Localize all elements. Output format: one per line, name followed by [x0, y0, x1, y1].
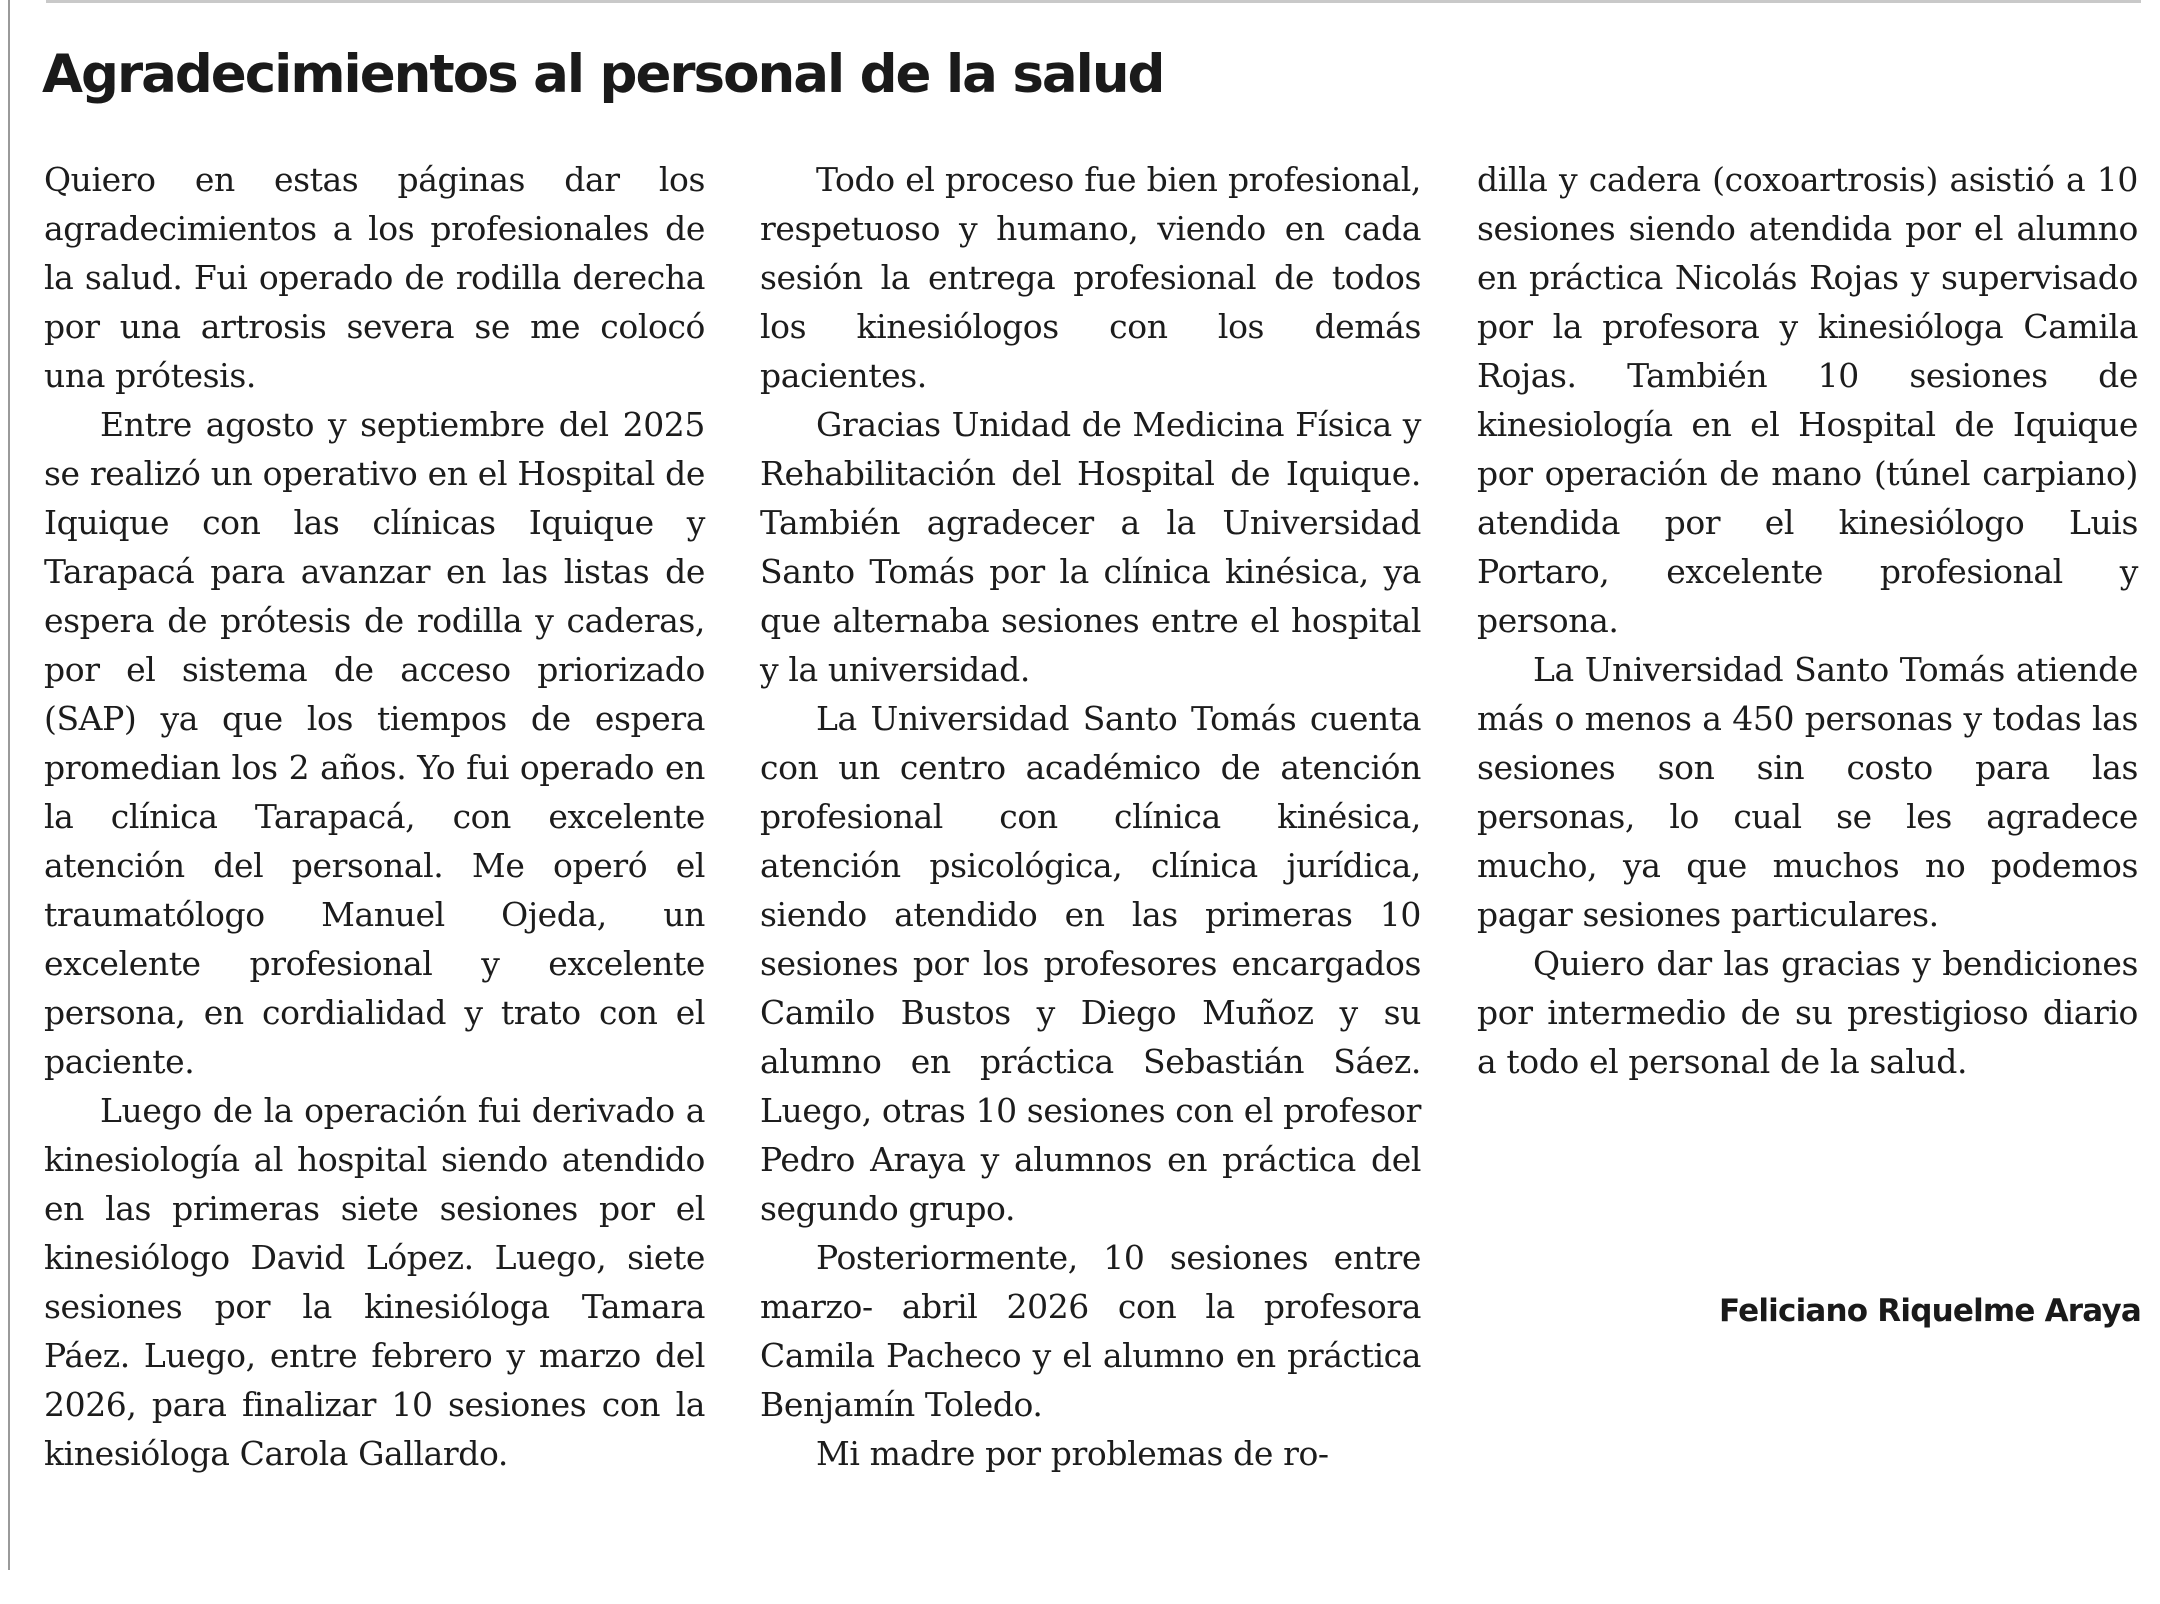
- article-paragraph: Todo el proceso fue bien profesional, respetuoso y humano, viendo en cada sesión la entrega profesional de todos los kinesiólogos con los demás pacientes.: [760, 160, 1421, 395]
- article-column-1: [44, 155, 705, 1478]
- column-divider-rule: [8, 0, 10, 1570]
- article-paragraph: Posteriormente, 10 sesiones entre marzo- abril 2026 con la profesora Camila Pacheco y el alumno en práctica Benjamín Toledo.: [760, 1238, 1421, 1424]
- author-signature: Feliciano Riquelme Araya: [1719, 1293, 2141, 1329]
- article-paragraph: Quiero en estas páginas dar los agradecimientos a los profesionales de la salud. Fui operado de rodilla derecha por una artrosis severa se me colocó una prótesis.: [44, 160, 705, 395]
- article-paragraph: La Universidad Santo Tomás cuenta con un centro académico de atención profesional con clínica kinésica, atención psicológica, clínica jurídica, siendo atendido en las primeras 10 sesiones por los profesores encargados Camilo Bustos y Diego Muñoz y su alumno en práctica Sebastián Sáez. Luego, otras 10 sesiones con el profesor Pedro Araya y alumnos en práctica del segundo grupo.: [760, 699, 1421, 1228]
- top-rule: [46, 0, 2141, 3]
- article-paragraph: Entre agosto y septiembre del 2025 se realizó un operativo en el Hospital de Iquique con las clínicas Iquique y Tarapacá para avanzar en las listas de espera de prótesis de rodilla y caderas, por el sistema de acceso priorizado (SAP) ya que los tiempos de espera promedian los 2 años. Yo fui operado en la clínica Tarapacá, con excelente atención del personal. Me operó el traumatólogo Manuel Ojeda, un excelente profesional y excelente persona, en cordialidad y trato con el paciente.: [44, 405, 705, 1081]
- article-paragraph: La Universidad Santo Tomás atiende más o menos a 450 personas y todas las sesiones son sin costo para las personas, lo cual se les agradece mucho, ya que muchos no podemos pagar sesiones particulares.: [1477, 650, 2138, 934]
- article-paragraph: Quiero dar las gracias y bendiciones por intermedio de su prestigioso diario a todo el personal de la salud.: [1477, 944, 2138, 1081]
- article-column-2: [760, 155, 1421, 1478]
- article-column-3: [1477, 155, 2138, 1086]
- article-paragraph: dilla y cadera (coxoartrosis) asistió a 10 sesiones siendo atendida por el alumno en práctica Nicolás Rojas y supervisado por la profesora y kinesióloga Camila Rojas. También 10 sesiones de kinesiología en el Hospital de Iquique por operación de mano (túnel carpiano) atendida por el kinesiólogo Luis Portaro, excelente profesional y persona.: [1477, 160, 2138, 640]
- article-paragraph: Gracias Unidad de Medicina Física y Rehabilitación del Hospital de Iquique. También agradecer a la Universidad Santo Tomás por la clínica kinésica, ya que alternaba sesiones entre el hospital y la universidad.: [760, 405, 1421, 689]
- article-paragraph: Luego de la operación fui derivado a kinesiología al hospital siendo atendido en las primeras siete sesiones por el kinesiólogo David López. Luego, siete sesiones por la kinesióloga Tamara Páez. Luego, entre febrero y marzo del 2026, para finalizar 10 sesiones con la kinesióloga Carola Gallardo.: [44, 1091, 705, 1473]
- article-paragraph: Mi madre por problemas de ro-: [816, 1434, 1329, 1473]
- article-headline: Agradecimientos al personal de la salud: [42, 44, 1164, 105]
